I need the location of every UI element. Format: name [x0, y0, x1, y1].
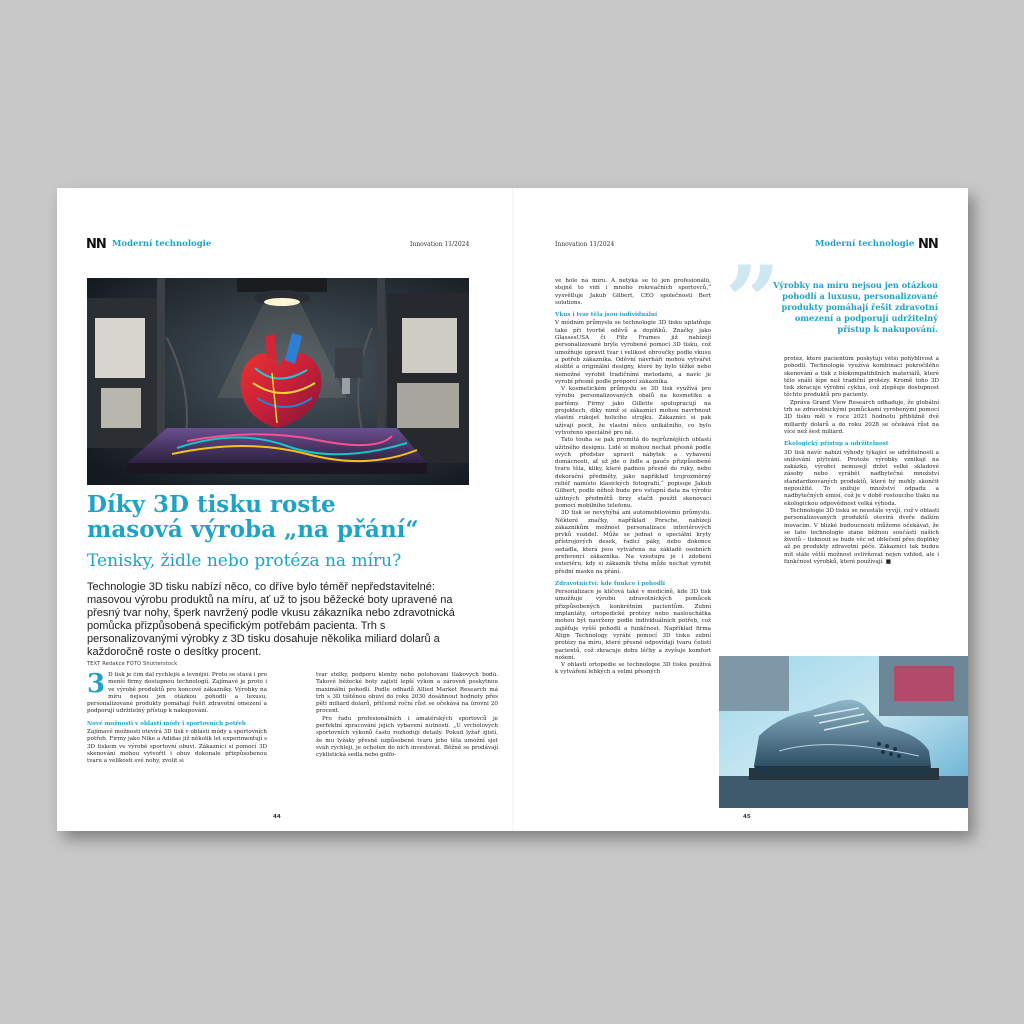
issue-label: Innovation 11/2024 — [555, 241, 615, 248]
magazine-spread — [57, 188, 968, 831]
subheading: Ekologický přístup a udržitelnost — [784, 441, 889, 448]
section-label: Moderní technologie — [815, 239, 915, 249]
subheading: Zdravotnictví: kde funkce i pohodlí — [555, 580, 665, 587]
page-number: 45 — [743, 814, 751, 820]
magazine-logo: NN — [86, 237, 106, 252]
article-title — [87, 492, 507, 542]
subheading: Nové možnosti v oblasti módy i sportovních potřeb — [87, 720, 246, 727]
subheading: Vkus i tvar těla jsou individuální — [555, 312, 658, 319]
intro-paragraph: D tisk je čím dál rychlejší a levnější. Proto se stává i pro menší firmy dostupnou technologií. Zajímavé je proto i ve výrobě produktů pro koncové zákazníky. Výrobky na míru nejsou jen otázkou pohodlí a luxusu, personalizované produkty pomáhají řešit zdravotní omezení a podporují udržitelný přístup k nakupování. — [87, 672, 267, 715]
quote-mark-icon: ” — [725, 245, 781, 358]
body-paragraph: V kosmetickém průmyslu se 3D tisk využívá pro výrobu personalizovaných obalů na kosmetiku a parfémy. Firmy jako Gillette spolupracují na projektech, díky nimž si zákazníci mohou navrhnout vlastní rukojeť holicího strojku. Zákazníci si pak užívají pocit, že vlastní něco unikátního, co bylo vytvořeno speciálně pro ně. — [555, 386, 711, 436]
body-paragraph: Zpráva Grand View Research odhaduje, že globální trh se zdravotnickými pomůckami vyrobenými pomocí 3D tisku měl v roce 2021 hodnotu přibližně dvě miliardy dolarů a do roku 2028 se očekává růst na více než šest miliard. — [784, 399, 939, 435]
right-column-1 — [555, 278, 711, 818]
body-paragraph: protéz, které pacientům poskytují větší pohyblivost a pohodlí. Technologie využívá kombinaci pokročilého skenování a tisk z biokompatibilních materiálů, které tělo snáší lépe než tradiční protézy. Kromě toho 3D tisk zkracuje výrobní cyklus, což zlepšuje dostupnost těchto produktů pro pacienty. — [784, 356, 939, 399]
body-paragraph: Personalizace je klíčová také v medicíně, kde 3D tisk umožňuje výrobu zdravotnických pomůcek přizpůsobených konkrétním pacientům. Zubní implantáty, ortopedické protézy nebo naslouchátka mohou být navrženy podle individuálních potřeb, což zajišťuje vyšší pohodlí a funkčnost. Například firma Align Technology vyrábí pomocí 3D tisku zubní protézy na míru, které přesně odpovídají tvaru čelistí pacientů, což zkracuje dobu léčby a zvyšuje komfort nošení. — [555, 589, 711, 661]
left-column-2 — [316, 672, 498, 822]
body-paragraph: 3D tisk se nevyhýbá ani automobilovému průmyslu. Některé značky, například Porsche, nabízejí zákazníkům možnost personalizace interiérových prvků vozidel. Může se jednat o speciální kryty přístrojových desek, řadicí páky, nebo dokonce sedadla, která jsou vytvářena na základě osobních preferencí zákazníka. Na vzestupu je i zdobení exteriéru, kdy si zákazník třeba může nechat vyrobit přední masku na přání. — [555, 510, 711, 575]
page-number: 44 — [273, 814, 281, 820]
body-paragraph: Tato touha se pak promítá do nejrůznějších oblastí užitného designu. Lidé si mohou nechat přesně podle svých představ upravit nábytek a vybavení domácnosti, ať už jde o židle a gauče přizpůsobené tvaru těla, kliky, které padnou přesně do ruky, nebo dekorační předměty, jako například trojrozměrný reliéf namísto klasických fotografií,“ popisuje Jakub Gilbert, podle něhož bude pro vstupní data na výrobu užitných předmětů brzy stačit použít skenovací pomocí mobilního telefonu. — [555, 437, 711, 509]
body-paragraph: Pro řadu profesionálních i amatérských sportovců je perfektní zpracování jejich vybavení nutností. „U vrcholových sportovních výkonů často rozhodují detaily. Pokud lyžař zjistí, že mu lyžáky přesně uzpůsobené tvaru jeho těla umožní sjet svah rychleji, je ochoten do nich investovat. Běžně se prodávají cyklistická sedla nebo golfo- — [316, 715, 498, 759]
article-subtitle: Tenisky, židle nebo protéza na míru? — [87, 551, 402, 571]
pull-quote: Výrobky na míru nejsou jen otázkou pohodlí a luxusu, personalizované produkty pomáhají řešit zdravotní omezení a podporují udržitelný přístup k nakupování. — [773, 280, 938, 334]
drop-cap: 3 — [87, 672, 106, 699]
body-paragraph: V oblasti ortopedie se technologie 3D tisku používá k vytváření lehkých a velmi přesných — [555, 662, 711, 676]
body-paragraph: Zajímavé možnosti otevírá 3D tisk v oblasti módy a sportovních potřeb. Firmy jako Nike a Adidas již několik let experimentují s 3D tiskem ve výrobě sportovní obuvi. Zákazníci si pomocí 3D skenování mohou vytvořit i obuv dokonale přizpůsobenou tvaru a velikosti své nohy, zvolit si — [87, 729, 267, 765]
3d-printed-heart-photo — [87, 278, 469, 485]
section-label: Moderní technologie — [112, 239, 212, 249]
body-paragraph: tvar stélky, podporu klenby nebo polohování tlakových bodů. Takové běžecké boty zajistí lepší výkon a zároveň poskytnou maximální pohodlí. Podle odhadů Allied Market Research má trh s 3D tištěnou obuví do roku 2030 dosáhnout hodnoty přes pěti miliard dolarů, přičemž roční růst se očekává na úrovni 20 procent. — [316, 672, 498, 715]
left-column-1 — [87, 672, 267, 822]
magazine-logo: NN — [918, 237, 938, 252]
3d-printed-sneaker-photo — [719, 656, 968, 808]
body-paragraph: Technologie 3D tisku se neustále vyvíjí, což v oblasti personalizovaných produktů otevírá dveře dalším inovacím. V blízké budoucnosti můžeme očekávat, že se tato technologie stane běžnou součástí našich životů – tisknout se bude věc od oblečení přes doplňky až po produkty zdravotní péče. Zákazníci tak budou mít stále větší možnost ovlivňovat nejen vzhled, ale i funkčnost výrobků, které používají. ■ — [784, 507, 939, 566]
title-line-2: masová výroba „na přání“ — [87, 516, 419, 543]
right-column-2 — [784, 356, 939, 656]
body-paragraph: V módním průmyslu se technologie 3D tisku uplatňuje také při tvorbě oděvů a doplňků. Značky jako GlassesUSA či Fitz Frames již nabízejí personalizované brýle vyrobené pomocí 3D tisku, což umožňuje upravit tvar i velikost obroučky podle vkusu a potřeb zákazníka. Oděvní návrháři mohou vytvářet složité a originální designy, které by bylo těžké nebo nemožné vyrobit tradičními metodami, a navíc je vyrobí přesně podle proporcí zákazníka. — [555, 320, 711, 385]
lead-paragraph: Technologie 3D tisku nabízí něco, co dříve bylo téměř nepředstavitelné: masovou výrobu produktů na míru, ať už to jsou běžecké boty upravené na přesný tvar nohy, šperk navržený podle vkusu zákazníka nebo zdravotnická pomůcka přizpůsobená specifickým potřebám pacienta. Trh s personalizovanými výrobky z 3D tisku dosahuje několika miliard dolarů a každoročně roste o desítky procent. — [87, 581, 455, 658]
title-line-1: Díky 3D tisku roste — [87, 491, 336, 518]
issue-label: Innovation 11/2024 — [410, 241, 470, 248]
body-paragraph: vé hole na míru. A netýká se to jen profesionálů, stejně to vidí i mnoho rekreačních sportovců,“ vysvětluje Jakub Gilbert, CEO společnosti Bert solutions. — [555, 278, 711, 306]
spine-fold — [512, 188, 514, 831]
body-paragraph: 3D tisk navíc nabízí výhody týkající se udržitelnosti a snižování plýtvání. Protože výrobky vznikají na zakázku, výrobci nemusejí držet velké skladové zásoby nebo vyrábět nadbytečné množství standardizovaných produktů, které by mohly skončit nepoužité. To snižuje množství odpadu a nadbytečných emisí, což je v době rostoucího tlaku na ekologickou odpovědnost velká výhoda. — [784, 449, 939, 507]
photo-credit: TEXT Redakce FOTO Shutterstock — [87, 661, 178, 667]
